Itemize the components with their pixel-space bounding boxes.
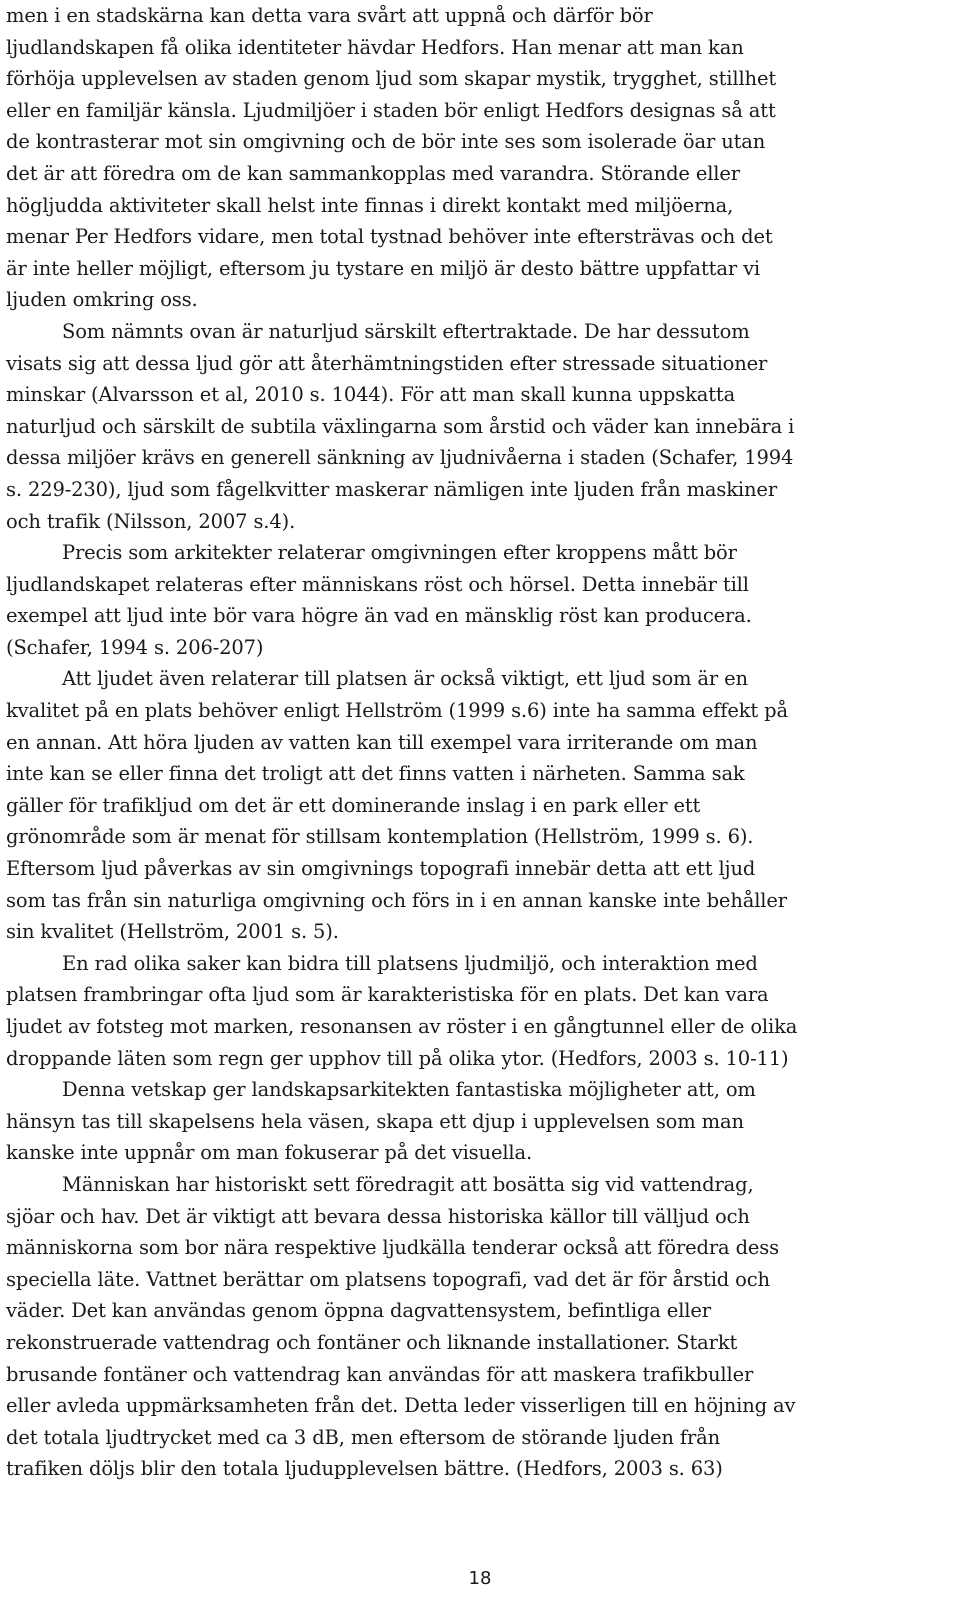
text-line: s. 229-230), ljud som fågelkvitter maskerar nämligen inte ljuden från maskiner bbox=[6, 477, 777, 501]
text-line: ljudlandskapen få olika identiteter hävdar Hedfors. Han menar att man kan bbox=[6, 35, 744, 59]
text-line: hänsyn tas till skapelsens hela väsen, skapa ett djup i upplevelsen som man bbox=[6, 1109, 744, 1133]
body-text bbox=[6, 0, 946, 1485]
text-line: sin kvalitet (Hellström, 2001 s. 5). bbox=[6, 920, 339, 944]
text-line: inte kan se eller finna det troligt att det finns vatten i närheten. Samma sak bbox=[6, 762, 745, 786]
text-line: de kontrasterar mot sin omgivning och de bör inte ses som isolerade öar utan bbox=[6, 130, 766, 154]
paragraph-start-line: Människan har historiskt sett föredragit att bosätta sig vid vattendrag, bbox=[62, 1172, 754, 1196]
text-line: ljudet av fotsteg mot marken, resonansen av röster i en gångtunnel eller de olika bbox=[6, 1015, 798, 1038]
text-line: rekonstruerade vattendrag och fontäner och liknande installationer. Starkt bbox=[6, 1330, 738, 1354]
text-line: kvalitet på en plats behöver enligt Hellström (1999 s.6) inte ha samma effekt på bbox=[6, 699, 788, 723]
text-line: som tas från sin naturliga omgivning och förs in i en annan kanske inte behåller bbox=[6, 888, 787, 912]
text-line: men i en stadskärna kan detta vara svårt att uppnå och därför bör bbox=[6, 4, 653, 27]
text-line: visats sig att dessa ljud gör att återhämtningstiden efter stressade situationer bbox=[6, 351, 768, 375]
text-line: trafiken döljs blir den totala ljudupplevelsen bättre. (Hedfors, 2003 s. 63) bbox=[6, 1457, 723, 1481]
text-line: människorna som bor nära respektive ljudkälla tenderar också att föredra dess bbox=[6, 1236, 780, 1260]
text-line: exempel att ljud inte bör vara högre än vad en mänsklig röst kan producera. bbox=[6, 604, 752, 628]
text-line: (Schafer, 1994 s. 206-207) bbox=[6, 635, 264, 659]
text-line: det totala ljudtrycket med ca 3 dB, men eftersom de störande ljuden från bbox=[6, 1425, 720, 1449]
text-line: eller avleda uppmärksamheten från det. Detta leder visserligen till en höjning av bbox=[6, 1394, 796, 1418]
paragraph-start-line: Precis som arkitekter relaterar omgivningen efter kroppens mått bör bbox=[62, 541, 737, 565]
text-line: menar Per Hedfors vidare, men total tystnad behöver inte eftersträvas och det bbox=[6, 225, 773, 249]
text-line: ljuden omkring oss. bbox=[6, 288, 198, 312]
text-line: eller en familjär känsla. Ljudmiljöer i staden bör enligt Hedfors designas så att bbox=[6, 98, 776, 122]
text-line: kanske inte uppnår om man fokuserar på det visuella. bbox=[6, 1141, 533, 1165]
text-line: och trafik (Nilsson, 2007 s.4). bbox=[6, 509, 296, 533]
text-line: dessa miljöer krävs en generell sänkning av ljudnivåerna i staden (Schafer, 1994 bbox=[6, 446, 794, 470]
text-line: ljudlandskapet relateras efter människans röst och hörsel. Detta innebär till bbox=[6, 572, 749, 596]
text-line: det är att föredra om de kan sammankopplas med varandra. Störande eller bbox=[6, 161, 740, 185]
text-line: är inte heller möjligt, eftersom ju tystare en miljö är desto bättre uppfattar vi bbox=[6, 256, 761, 280]
text-line: speciella läte. Vattnet berättar om platsens topografi, vad det är för årstid och bbox=[6, 1267, 770, 1291]
page-number: 18 bbox=[468, 1568, 492, 1589]
paragraph-start-line: En rad olika saker kan bidra till platsens ljudmiljö, och interaktion med bbox=[62, 951, 758, 975]
text-line: väder. Det kan användas genom öppna dagvattensystem, befintliga eller bbox=[6, 1299, 711, 1323]
text-line: Eftersom ljud påverkas av sin omgivnings topografi innebär detta att ett ljud bbox=[6, 857, 756, 881]
text-line: naturljud och särskilt de subtila växlingarna som årstid och väder kan innebära i bbox=[6, 414, 795, 438]
text-line: minskar (Alvarsson et al, 2010 s. 1044). För att man skall kunna uppskatta bbox=[6, 383, 736, 407]
text-line: högljudda aktiviteter skall helst inte finnas i direkt kontakt med miljöerna, bbox=[6, 193, 734, 217]
text-line: en annan. Att höra ljuden av vatten kan till exempel vara irriterande om man bbox=[6, 730, 758, 754]
paragraph-start-line: Som nämnts ovan är naturljud särskilt eftertraktade. De har dessutom bbox=[62, 319, 750, 343]
paragraph-start-line: Att ljudet även relaterar till platsen är också viktigt, ett ljud som är en bbox=[62, 667, 748, 691]
text-line: sjöar och hav. Det är viktigt att bevara dessa historiska källor till välljud och bbox=[6, 1204, 750, 1228]
paragraph-start-line: Denna vetskap ger landskapsarkitekten fantastiska möjligheter att, om bbox=[62, 1078, 756, 1102]
text-line: förhöja upplevelsen av staden genom ljud som skapar mystik, trygghet, stillhet bbox=[6, 67, 777, 91]
text-line: grönområde som är menat för stillsam kontemplation (Hellström, 1999 s. 6). bbox=[6, 825, 754, 849]
text-line: droppande läten som regn ger upphov till på olika ytor. (Hedfors, 2003 s. 10-11) bbox=[6, 1046, 789, 1070]
text-line: platsen frambringar ofta ljud som är karakteristiska för en plats. Det kan vara bbox=[6, 983, 769, 1007]
text-line: gäller för trafikljud om det är ett dominerande inslag i en park eller ett bbox=[6, 793, 701, 817]
text-line: brusande fontäner och vattendrag kan användas för att maskera trafikbuller bbox=[6, 1362, 754, 1386]
